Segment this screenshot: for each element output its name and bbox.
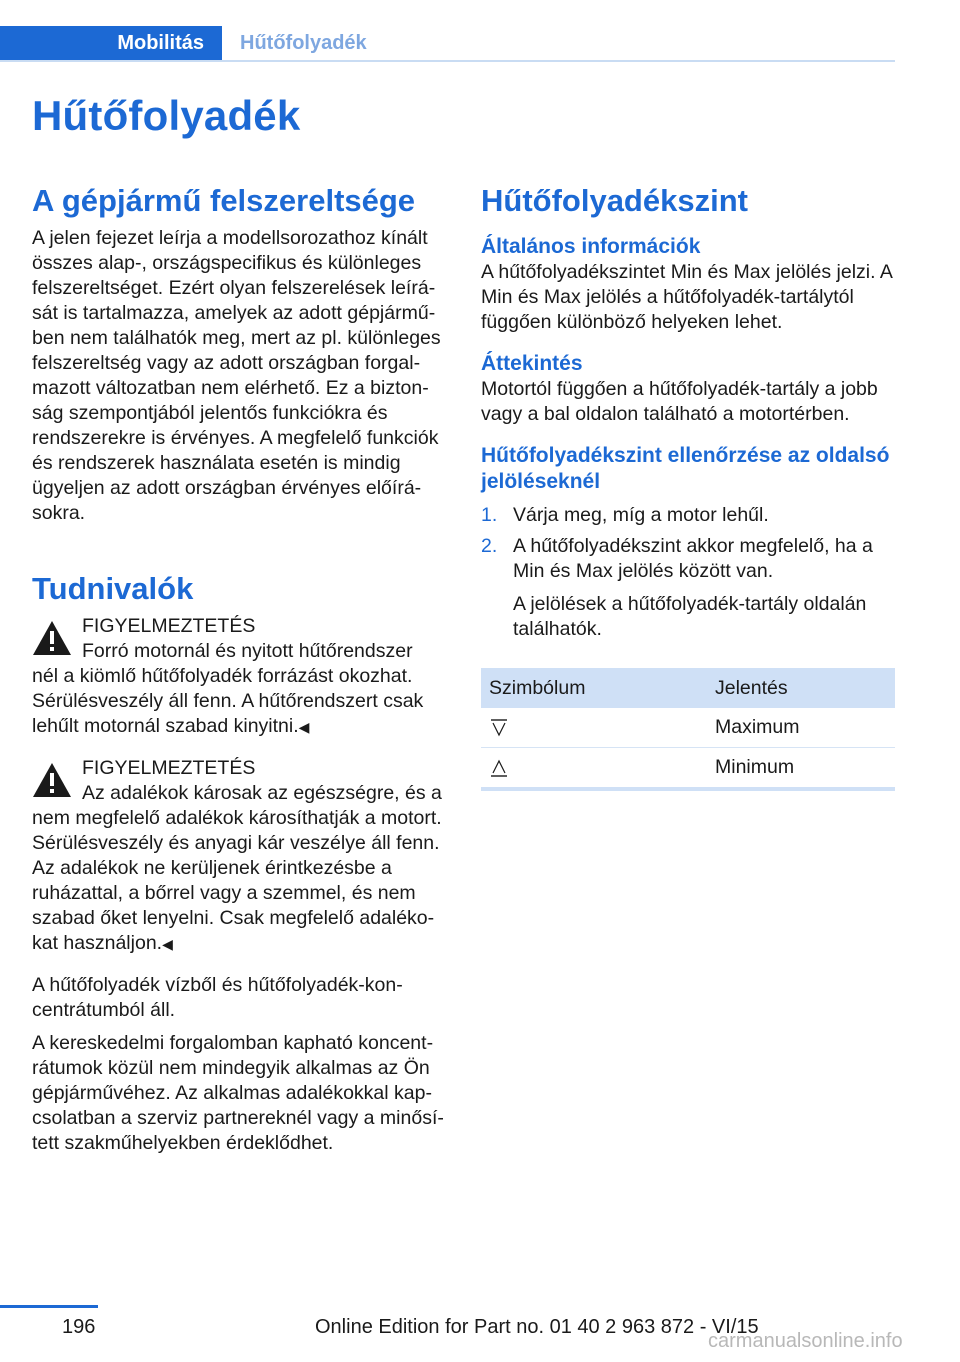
tab-mobilitas-label: Mobilitás: [117, 31, 204, 54]
subsection-title-overview: Áttekintés: [481, 352, 583, 375]
edition-text: Online Edition for Part no. 01 40 2 963 872 - VI/15: [315, 1316, 759, 1338]
table-row: [481, 748, 895, 790]
header-divider: [0, 60, 895, 62]
step-note: A jelölések a hűtőfolyadék-tartály oldalán találhatók.: [513, 593, 867, 640]
warning-heading: FIGYELMEZTETÉS: [82, 615, 256, 637]
meaning-cell: Maximum: [707, 708, 895, 748]
column-header-meaning: Jelentés: [707, 668, 895, 708]
steps-list: [481, 503, 895, 642]
warning-text: nél a kiömlő hűtőfolyadék forrázást okozhat. Sérülésveszély áll fenn. A hűtőrendszert csak lehűlt motornál szabad kinyitni.: [32, 665, 424, 737]
concentrate-paragraph: A kereskedelmi forgalomban kapható koncentrátumok közül nem mindegyik alkalmas az Ön gépjárművéhez. Az alkalmas adalékokkal kapcsolatban a szerviz partnereknél vagy a minősített szakműhelyekben érdeklődhet.: [32, 1032, 444, 1154]
step-number: 2.: [481, 535, 498, 557]
max-level-icon: [489, 718, 509, 738]
warning-first-line: Forró motornál és nyitott hűtőrendszer: [82, 640, 413, 662]
header-bar: [0, 26, 895, 62]
footer-divider: [0, 1305, 98, 1308]
meaning-cell: Minimum: [707, 748, 895, 790]
symbol-table: [481, 668, 895, 791]
step-text: Várja meg, míg a motor lehűl.: [513, 504, 769, 526]
tab-mobilitas[interactable]: [0, 26, 222, 60]
end-mark-icon: ◀: [298, 719, 310, 735]
warning-box-hot-engine: [32, 614, 450, 740]
subsection-title-check: Hűtőfolyadékszint ellenőrzése az oldalsó jelöléseknél: [481, 444, 890, 493]
warning-triangle-icon: [32, 620, 72, 656]
left-column: [32, 182, 450, 1156]
page-title: Hűtőfolyadék: [32, 92, 301, 139]
tab-hutofolyadek[interactable]: [240, 26, 367, 60]
coolant-composition-paragraph: A hűtőfolyadék vízből és hűtőfolyadék-koncentrátumból áll.: [32, 974, 403, 1021]
page-number: 196: [62, 1316, 96, 1338]
section-title-equipment: A gépjármű felszereltsége: [32, 183, 416, 218]
step-number: 1.: [481, 504, 498, 526]
overview-paragraph: Motortól függően a hűtőfolyadék-tartály a jobb vagy a bal oldalon található a motortérben.: [481, 378, 878, 425]
step-item: [481, 503, 895, 528]
table-row: [481, 708, 895, 748]
symbol-cell: [481, 708, 707, 748]
general-paragraph: A hűtőfolyadékszintet Min és Max jelölés jelzi. A Min és Max jelölés a hűtőfolyadék-tartálytól függően különböző helyeken lehet.: [481, 261, 892, 333]
section-title-coolant-level: Hűtőfolyadékszint: [481, 183, 748, 218]
table-header-row: [481, 668, 895, 708]
warning-heading: FIGYELMEZTETÉS: [82, 757, 256, 779]
column-header-symbol: Szimbólum: [481, 668, 707, 708]
step-text: A hűtőfolyadékszint akkor megfelelő, ha a Min és Max jelölés között van.: [513, 535, 873, 582]
tab-hutofolyadek-label: Hűtőfolyadék: [240, 31, 367, 54]
equipment-paragraph: A jelen fejezet leírja a modellsorozathoz kínált összes alap-, országspecifikus és különleges felszereltséget. Ezért olyan felszerelések leírását is tartalmazza, amelyek az adott gépjárműben nem találhatók meg, mert az pl. különleges felszereltség vagy az adott országban forgalmazott változatban nem elérhető. Ez a biztonság szempontjából jelentős funkciókra és rendszerekre is érvényes. A megfelelő funkciók és rendszerek használata esetén is mindig ügyeljen az adott országban érvényes előírásokra.: [32, 227, 441, 524]
step-item: [481, 534, 895, 642]
right-column: [481, 182, 895, 791]
warning-text: nem megfelelő adalékok károsíthatják a motort. Sérülésveszély és anyagi kár veszélye áll fenn. Az adalékok ne kerüljenek érintkezésbe a ruházattal, a bőrrel vagy a szemmel, és nem szabad őket lenyelni. Csak megfelelő adalékokat használjon.: [32, 807, 442, 954]
watermark: carmanualsonline.info: [708, 1330, 903, 1352]
warning-first-line: Az adalékok károsak az egészségre, és a: [82, 782, 442, 804]
section-title-notes: Tudnivalók: [32, 571, 194, 606]
subsection-title-general: Általános információk: [481, 235, 701, 258]
warning-box-additives: [32, 756, 450, 957]
end-mark-icon: ◀: [162, 936, 173, 952]
min-level-icon: [489, 758, 509, 778]
warning-triangle-icon: [32, 762, 72, 798]
symbol-cell: [481, 748, 707, 790]
